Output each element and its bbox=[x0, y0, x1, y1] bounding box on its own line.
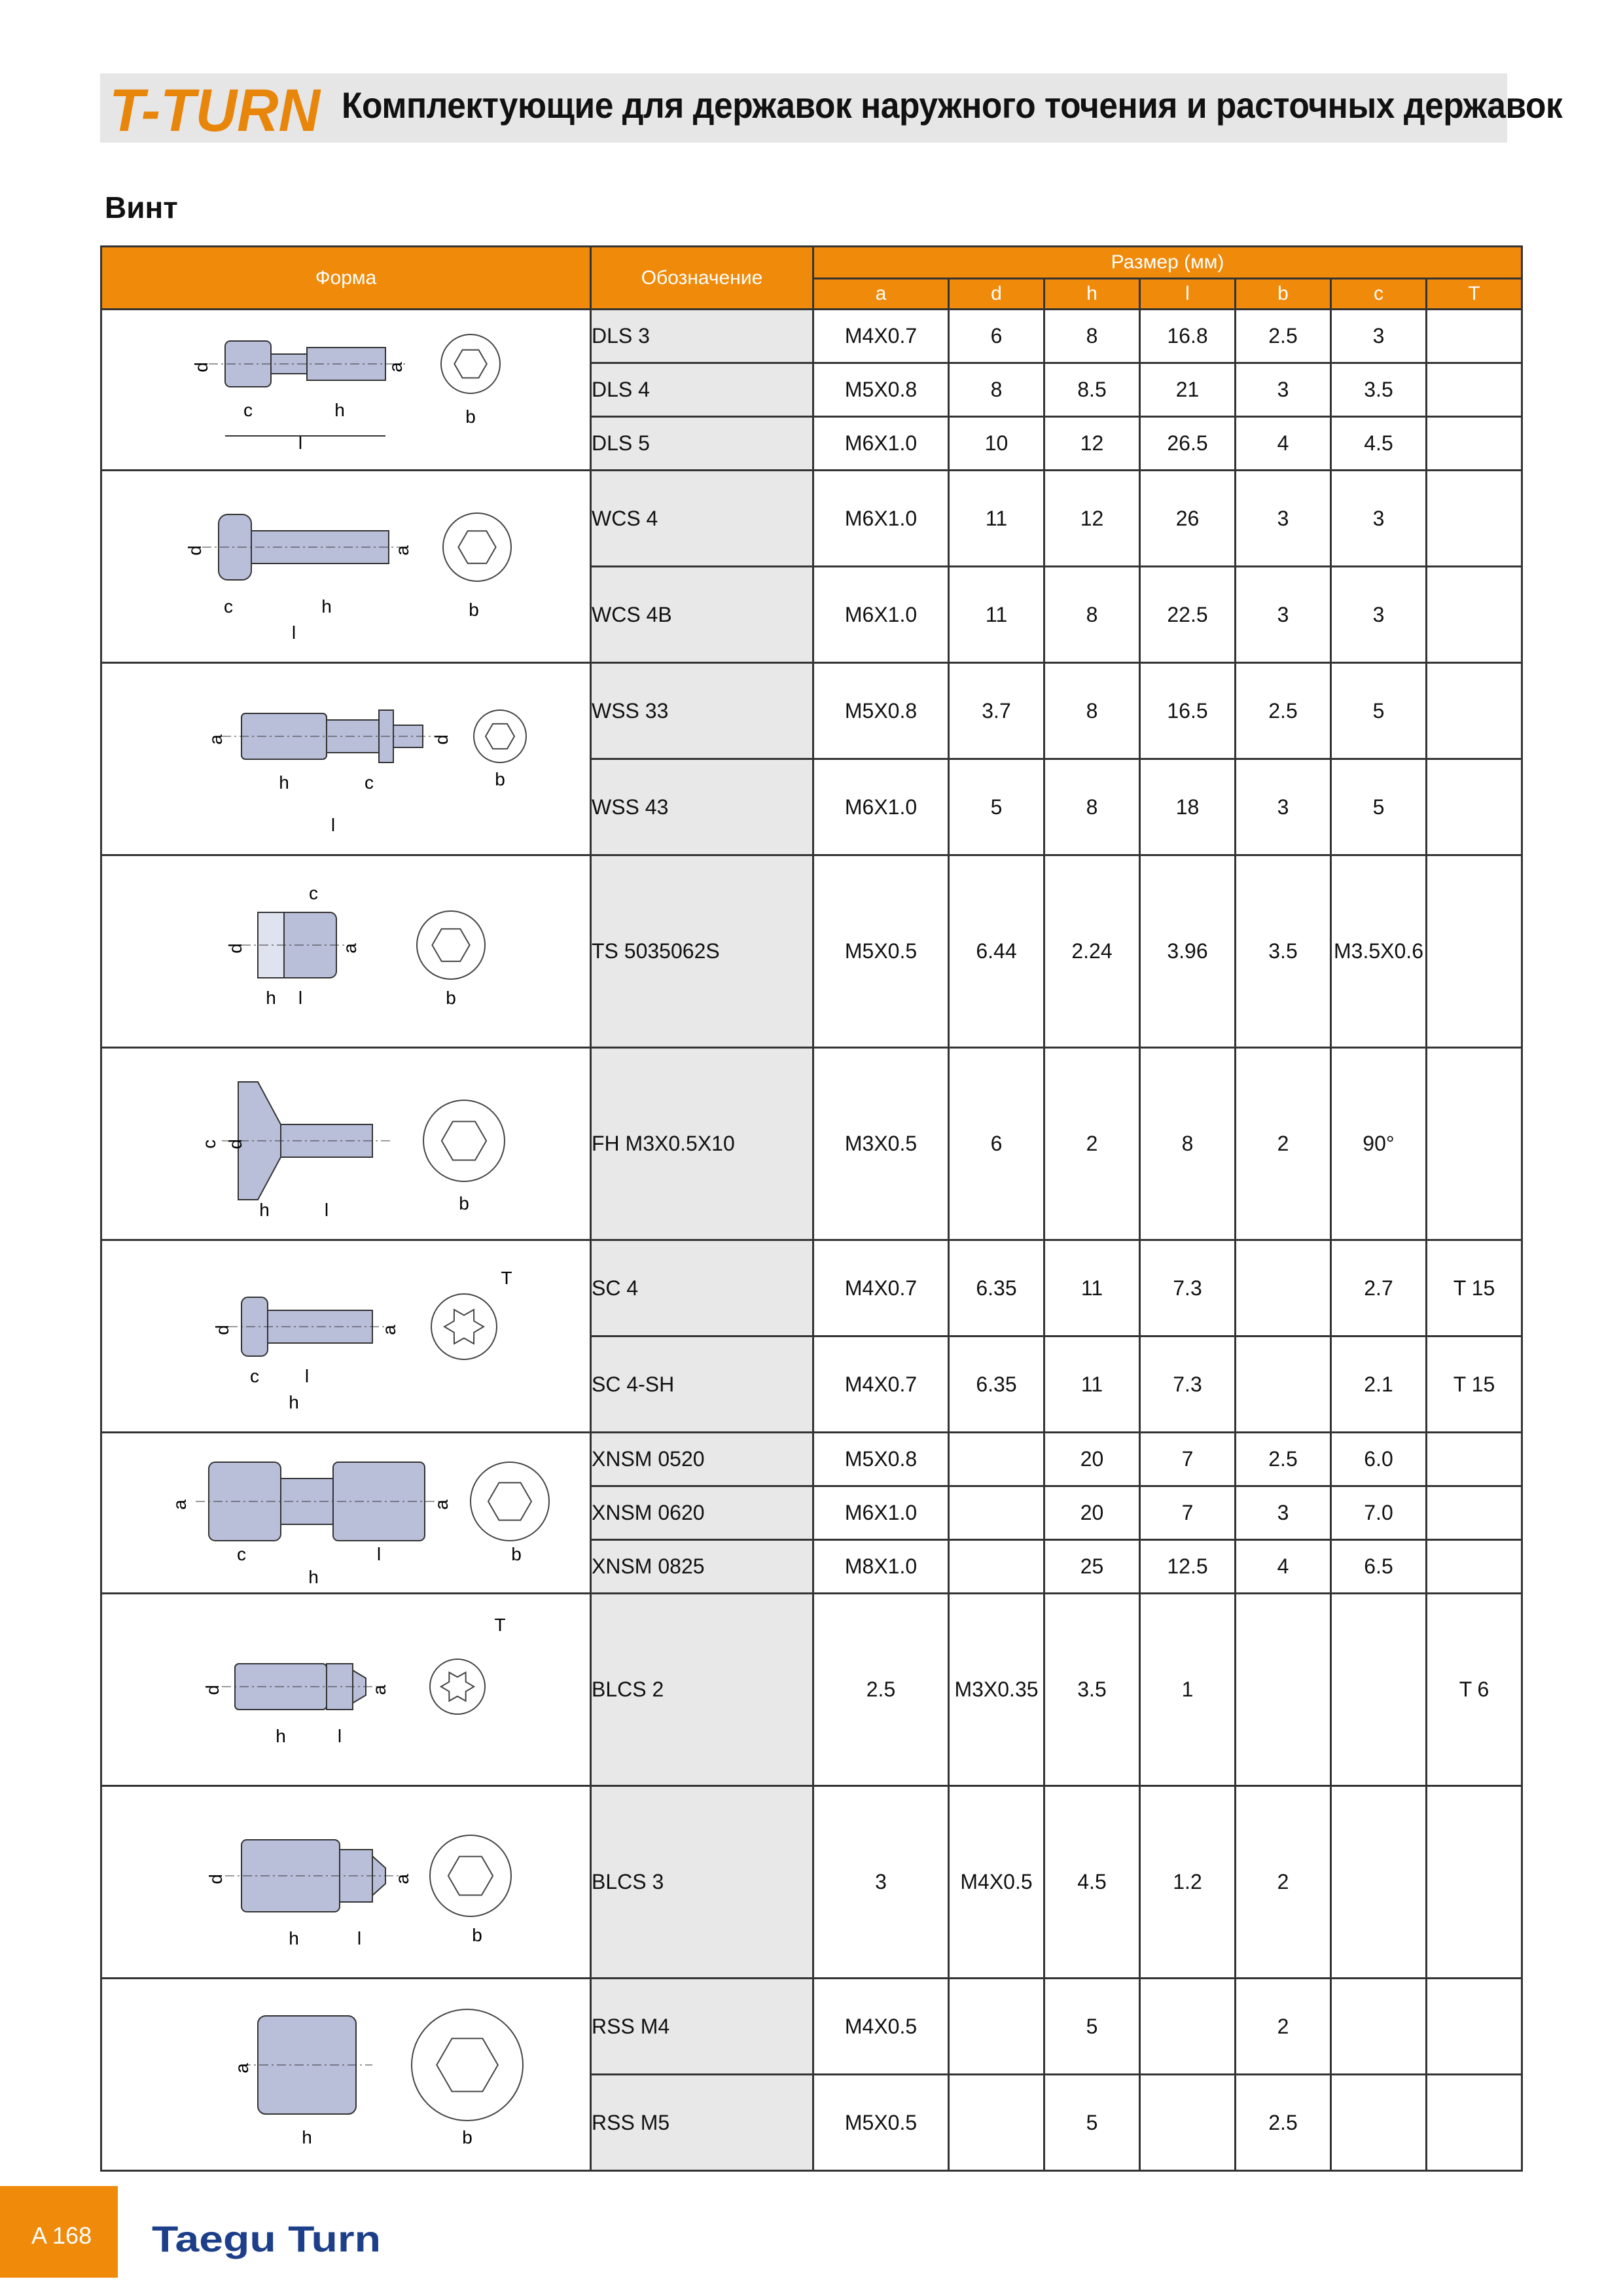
dim-label: l bbox=[304, 1365, 309, 1386]
size-h: 12 bbox=[1044, 471, 1140, 567]
dim-label: a bbox=[368, 1684, 389, 1695]
col-header-l: l bbox=[1140, 279, 1236, 310]
size-l: 26.5 bbox=[1140, 417, 1236, 471]
dim-label: h bbox=[308, 1567, 319, 1587]
part-code: WSS 33 bbox=[591, 663, 813, 759]
part-code: XNSM 0620 bbox=[591, 1486, 813, 1540]
size-d: M3X0.35 bbox=[949, 1594, 1044, 1786]
size-a: M5X0.5 bbox=[813, 2075, 949, 2171]
dim-label: a bbox=[205, 734, 226, 745]
screw-drawing-blcs3 bbox=[101, 1786, 591, 1979]
size-h: 2.24 bbox=[1044, 855, 1140, 1048]
size-a: M6X1.0 bbox=[813, 417, 949, 471]
size-a: 2.5 bbox=[813, 1594, 949, 1786]
size-d: 6.44 bbox=[949, 855, 1044, 1048]
size-a: M5X0.5 bbox=[813, 855, 949, 1048]
dim-label: h bbox=[259, 1199, 270, 1220]
size-h: 8 bbox=[1044, 663, 1140, 759]
size-h: 12 bbox=[1044, 417, 1140, 471]
size-l: 16.5 bbox=[1140, 663, 1236, 759]
size-t bbox=[1427, 1048, 1522, 1240]
size-b: 3 bbox=[1236, 363, 1331, 417]
size-d: 11 bbox=[949, 471, 1044, 567]
size-h: 25 bbox=[1044, 1540, 1140, 1594]
size-d bbox=[949, 1540, 1044, 1594]
size-a: M6X1.0 bbox=[813, 1486, 949, 1540]
size-l: 1.2 bbox=[1140, 1786, 1236, 1979]
dim-label: l bbox=[330, 814, 335, 835]
size-d: M4X0.5 bbox=[949, 1786, 1044, 1979]
size-t bbox=[1427, 1486, 1522, 1540]
size-d: 5 bbox=[949, 759, 1044, 855]
dim-label: h bbox=[321, 596, 332, 617]
size-c: 5 bbox=[1331, 663, 1427, 759]
size-a: M8X1.0 bbox=[813, 1540, 949, 1594]
size-d bbox=[949, 1979, 1044, 2075]
size-b: 3 bbox=[1236, 1486, 1331, 1540]
size-a: M4X0.7 bbox=[813, 1240, 949, 1336]
size-h: 5 bbox=[1044, 2075, 1140, 2171]
size-b: 2.5 bbox=[1236, 310, 1331, 363]
table-body bbox=[101, 310, 1522, 2171]
part-code: SC 4-SH bbox=[591, 1336, 813, 1433]
size-d bbox=[949, 1486, 1044, 1540]
dim-label: a bbox=[431, 1499, 452, 1510]
part-code: DLS 5 bbox=[591, 417, 813, 471]
dim-label: h bbox=[301, 2126, 312, 2147]
dim-label: b bbox=[458, 1193, 469, 1213]
size-l: 22.5 bbox=[1140, 567, 1236, 663]
size-b: 3 bbox=[1236, 759, 1331, 855]
table-row bbox=[101, 1786, 1522, 1979]
col-header-t: T bbox=[1427, 279, 1522, 310]
dim-label: b bbox=[471, 1924, 482, 1945]
dim-label: a bbox=[169, 1499, 190, 1510]
size-a: M4X0.7 bbox=[813, 1336, 949, 1433]
size-b bbox=[1236, 1336, 1331, 1433]
size-t bbox=[1427, 2075, 1522, 2171]
dim-label: c bbox=[364, 772, 374, 793]
size-t bbox=[1427, 759, 1522, 855]
size-d: 3.7 bbox=[949, 663, 1044, 759]
page-title: Комплектующие для державок наружного точения и расточных державок bbox=[342, 84, 1563, 126]
size-c: 90° bbox=[1331, 1048, 1427, 1240]
size-l: 8 bbox=[1140, 1048, 1236, 1240]
dim-label: b bbox=[510, 1544, 522, 1564]
size-l: 7 bbox=[1140, 1433, 1236, 1486]
size-l: 1 bbox=[1140, 1594, 1236, 1786]
screw-drawing-wss bbox=[101, 663, 591, 855]
screw-drawing-fh bbox=[101, 1048, 591, 1240]
part-code: DLS 4 bbox=[591, 363, 813, 417]
size-l bbox=[1140, 2075, 1236, 2171]
table-row bbox=[101, 1048, 1522, 1240]
dim-label: a bbox=[391, 545, 412, 556]
dim-label: c bbox=[308, 882, 318, 903]
size-l: 3.96 bbox=[1140, 855, 1236, 1048]
screw-drawing-rss bbox=[101, 1979, 591, 2171]
dim-label: b bbox=[445, 987, 456, 1008]
size-h: 8 bbox=[1044, 567, 1140, 663]
size-l: 12.5 bbox=[1140, 1540, 1236, 1594]
size-h: 11 bbox=[1044, 1240, 1140, 1336]
size-a: 3 bbox=[813, 1786, 949, 1979]
dim-label: a bbox=[385, 361, 406, 372]
size-b: 2.5 bbox=[1236, 663, 1331, 759]
dim-label: d bbox=[190, 361, 211, 372]
size-d bbox=[949, 2075, 1044, 2171]
col-header-d: d bbox=[949, 279, 1044, 310]
size-d: 10 bbox=[949, 417, 1044, 471]
brand-logo-text: T-TURN bbox=[109, 79, 322, 141]
part-code: WCS 4 bbox=[591, 471, 813, 567]
size-t bbox=[1427, 663, 1522, 759]
part-code: XNSM 0520 bbox=[591, 1433, 813, 1486]
dim-label: a bbox=[378, 1324, 399, 1335]
part-code: RSS M4 bbox=[591, 1979, 813, 2075]
size-c: 5 bbox=[1331, 759, 1427, 855]
dim-label: d bbox=[184, 545, 205, 556]
size-c: 3.5 bbox=[1331, 363, 1427, 417]
screw-drawing-dls bbox=[101, 310, 591, 471]
col-header-a: a bbox=[813, 279, 949, 310]
brand-logo bbox=[108, 79, 324, 141]
section-title: Винт bbox=[105, 190, 178, 224]
dim-label: d bbox=[205, 1873, 226, 1884]
table-row bbox=[101, 471, 1522, 567]
size-c: 3 bbox=[1331, 567, 1427, 663]
screw-drawing-blcs2 bbox=[101, 1594, 591, 1786]
size-t bbox=[1427, 471, 1522, 567]
dim-label: T bbox=[500, 1267, 512, 1288]
size-t bbox=[1427, 567, 1522, 663]
size-l: 7.3 bbox=[1140, 1240, 1236, 1336]
dim-label: a bbox=[231, 2062, 252, 2073]
screw-spec-table bbox=[100, 245, 1523, 2172]
size-l: 7.3 bbox=[1140, 1336, 1236, 1433]
dim-label: l bbox=[298, 987, 302, 1008]
part-code: BLCS 2 bbox=[591, 1594, 813, 1786]
size-b: 2 bbox=[1236, 1048, 1331, 1240]
dim-label: d bbox=[431, 734, 452, 745]
size-b: 2 bbox=[1236, 1979, 1331, 2075]
table-row bbox=[101, 310, 1522, 363]
dim-label: c bbox=[236, 1544, 246, 1564]
col-header-size: Размер (мм) bbox=[813, 247, 1522, 279]
size-l bbox=[1140, 1979, 1236, 2075]
size-d: 6.35 bbox=[949, 1240, 1044, 1336]
footer-logo-text: Taegu Turn bbox=[152, 2218, 381, 2259]
dim-label: l bbox=[337, 1725, 342, 1746]
size-c: 3 bbox=[1331, 310, 1427, 363]
size-b bbox=[1236, 1240, 1331, 1336]
size-t bbox=[1427, 1433, 1522, 1486]
size-t bbox=[1427, 1786, 1522, 1979]
part-code: WCS 4B bbox=[591, 567, 813, 663]
dim-label: h bbox=[334, 399, 345, 420]
col-header-c: c bbox=[1331, 279, 1427, 310]
size-c bbox=[1331, 1979, 1427, 2075]
size-h: 11 bbox=[1044, 1336, 1140, 1433]
size-t: T 15 bbox=[1427, 1240, 1522, 1336]
size-t bbox=[1427, 855, 1522, 1048]
size-b: 4 bbox=[1236, 417, 1331, 471]
size-d: 11 bbox=[949, 567, 1044, 663]
size-t bbox=[1427, 1540, 1522, 1594]
dim-label: h bbox=[275, 1725, 286, 1746]
dim-label: h bbox=[265, 987, 276, 1008]
size-b: 3.5 bbox=[1236, 855, 1331, 1048]
dim-label: b bbox=[468, 599, 479, 620]
col-header-code: Обозначение bbox=[591, 247, 813, 310]
screw-drawing-sc bbox=[101, 1240, 591, 1433]
dim-label: c bbox=[198, 1139, 219, 1149]
size-h: 4.5 bbox=[1044, 1786, 1140, 1979]
size-l: 16.8 bbox=[1140, 310, 1236, 363]
dim-label: c bbox=[243, 399, 253, 420]
size-c: 3 bbox=[1331, 471, 1427, 567]
size-d bbox=[949, 1433, 1044, 1486]
size-t: T 6 bbox=[1427, 1594, 1522, 1786]
dim-label: d bbox=[224, 1138, 245, 1149]
size-c: 2.1 bbox=[1331, 1336, 1427, 1433]
dim-label: b bbox=[494, 768, 505, 789]
table-row bbox=[101, 1240, 1522, 1336]
size-d: 8 bbox=[949, 363, 1044, 417]
size-c: M3.5X0.6 bbox=[1331, 855, 1427, 1048]
dim-label: l bbox=[357, 1928, 361, 1948]
size-b: 4 bbox=[1236, 1540, 1331, 1594]
size-c: 2.7 bbox=[1331, 1240, 1427, 1336]
size-c: 4.5 bbox=[1331, 417, 1427, 471]
dim-label: c bbox=[249, 1365, 259, 1386]
screw-drawing-xnsm bbox=[101, 1433, 591, 1594]
page-number: A 168 bbox=[31, 2222, 92, 2249]
part-code: BLCS 3 bbox=[591, 1786, 813, 1979]
size-b: 2.5 bbox=[1236, 1433, 1331, 1486]
size-b: 2 bbox=[1236, 1786, 1331, 1979]
table-row bbox=[101, 855, 1522, 1048]
dim-label: h bbox=[288, 1391, 299, 1412]
size-h: 2 bbox=[1044, 1048, 1140, 1240]
size-t bbox=[1427, 417, 1522, 471]
size-d: 6 bbox=[949, 1048, 1044, 1240]
size-h: 5 bbox=[1044, 1979, 1140, 2075]
part-code: XNSM 0825 bbox=[591, 1540, 813, 1594]
size-l: 26 bbox=[1140, 471, 1236, 567]
size-l: 18 bbox=[1140, 759, 1236, 855]
dim-label: d bbox=[224, 942, 245, 954]
dim-label: h bbox=[288, 1928, 299, 1948]
footer-logo bbox=[152, 2212, 387, 2265]
dim-label: a bbox=[339, 942, 360, 954]
size-d: 6 bbox=[949, 310, 1044, 363]
part-code: SC 4 bbox=[591, 1240, 813, 1336]
size-a: M3X0.5 bbox=[813, 1048, 949, 1240]
size-a: M4X0.5 bbox=[813, 1979, 949, 2075]
size-l: 7 bbox=[1140, 1486, 1236, 1540]
size-h: 8 bbox=[1044, 759, 1140, 855]
size-c: 7.0 bbox=[1331, 1486, 1427, 1540]
size-l: 21 bbox=[1140, 363, 1236, 417]
dim-label: l bbox=[376, 1544, 381, 1564]
col-header-b: b bbox=[1236, 279, 1331, 310]
dim-label: l bbox=[298, 432, 302, 453]
size-a: M5X0.8 bbox=[813, 663, 949, 759]
size-c: 6.0 bbox=[1331, 1433, 1427, 1486]
dim-label: b bbox=[461, 2126, 473, 2147]
size-c bbox=[1331, 1786, 1427, 1979]
table-row bbox=[101, 663, 1522, 759]
size-a: M5X0.8 bbox=[813, 1433, 949, 1486]
size-h: 8 bbox=[1044, 310, 1140, 363]
dim-label: h bbox=[278, 772, 289, 793]
size-h: 8.5 bbox=[1044, 363, 1140, 417]
size-t: T 15 bbox=[1427, 1336, 1522, 1433]
size-h: 20 bbox=[1044, 1486, 1140, 1540]
dim-label: d bbox=[202, 1684, 223, 1695]
size-h: 20 bbox=[1044, 1433, 1140, 1486]
part-code: DLS 3 bbox=[591, 310, 813, 363]
part-code: RSS M5 bbox=[591, 2075, 813, 2171]
table-row bbox=[101, 1979, 1522, 2075]
table-row bbox=[101, 1594, 1522, 1786]
col-header-h: h bbox=[1044, 279, 1140, 310]
size-a: M5X0.8 bbox=[813, 363, 949, 417]
size-h: 3.5 bbox=[1044, 1594, 1140, 1786]
size-b bbox=[1236, 1594, 1331, 1786]
size-b: 3 bbox=[1236, 567, 1331, 663]
size-b: 3 bbox=[1236, 471, 1331, 567]
size-a: M4X0.7 bbox=[813, 310, 949, 363]
dim-label: c bbox=[223, 596, 233, 617]
part-code: FH M3X0.5X10 bbox=[591, 1048, 813, 1240]
size-a: M6X1.0 bbox=[813, 759, 949, 855]
screw-drawing-ts bbox=[101, 855, 591, 1048]
size-t bbox=[1427, 1979, 1522, 2075]
size-c: 6.5 bbox=[1331, 1540, 1427, 1594]
size-a: M6X1.0 bbox=[813, 471, 949, 567]
size-c bbox=[1331, 2075, 1427, 2171]
dim-label: l bbox=[324, 1199, 329, 1220]
size-d: 6.35 bbox=[949, 1336, 1044, 1433]
size-b: 2.5 bbox=[1236, 2075, 1331, 2171]
table-row bbox=[101, 1433, 1522, 1486]
size-t bbox=[1427, 363, 1522, 417]
size-t bbox=[1427, 310, 1522, 363]
size-c bbox=[1331, 1594, 1427, 1786]
part-code: TS 5035062S bbox=[591, 855, 813, 1048]
dim-label: a bbox=[391, 1873, 412, 1884]
screw-drawing-wcs bbox=[101, 471, 591, 663]
part-code: WSS 43 bbox=[591, 759, 813, 855]
col-header-shape: Форма bbox=[101, 247, 591, 310]
size-a: M6X1.0 bbox=[813, 567, 949, 663]
dim-label: d bbox=[211, 1324, 232, 1335]
dim-label: b bbox=[465, 406, 476, 427]
dim-label: l bbox=[291, 622, 296, 643]
dim-label: T bbox=[493, 1614, 506, 1635]
